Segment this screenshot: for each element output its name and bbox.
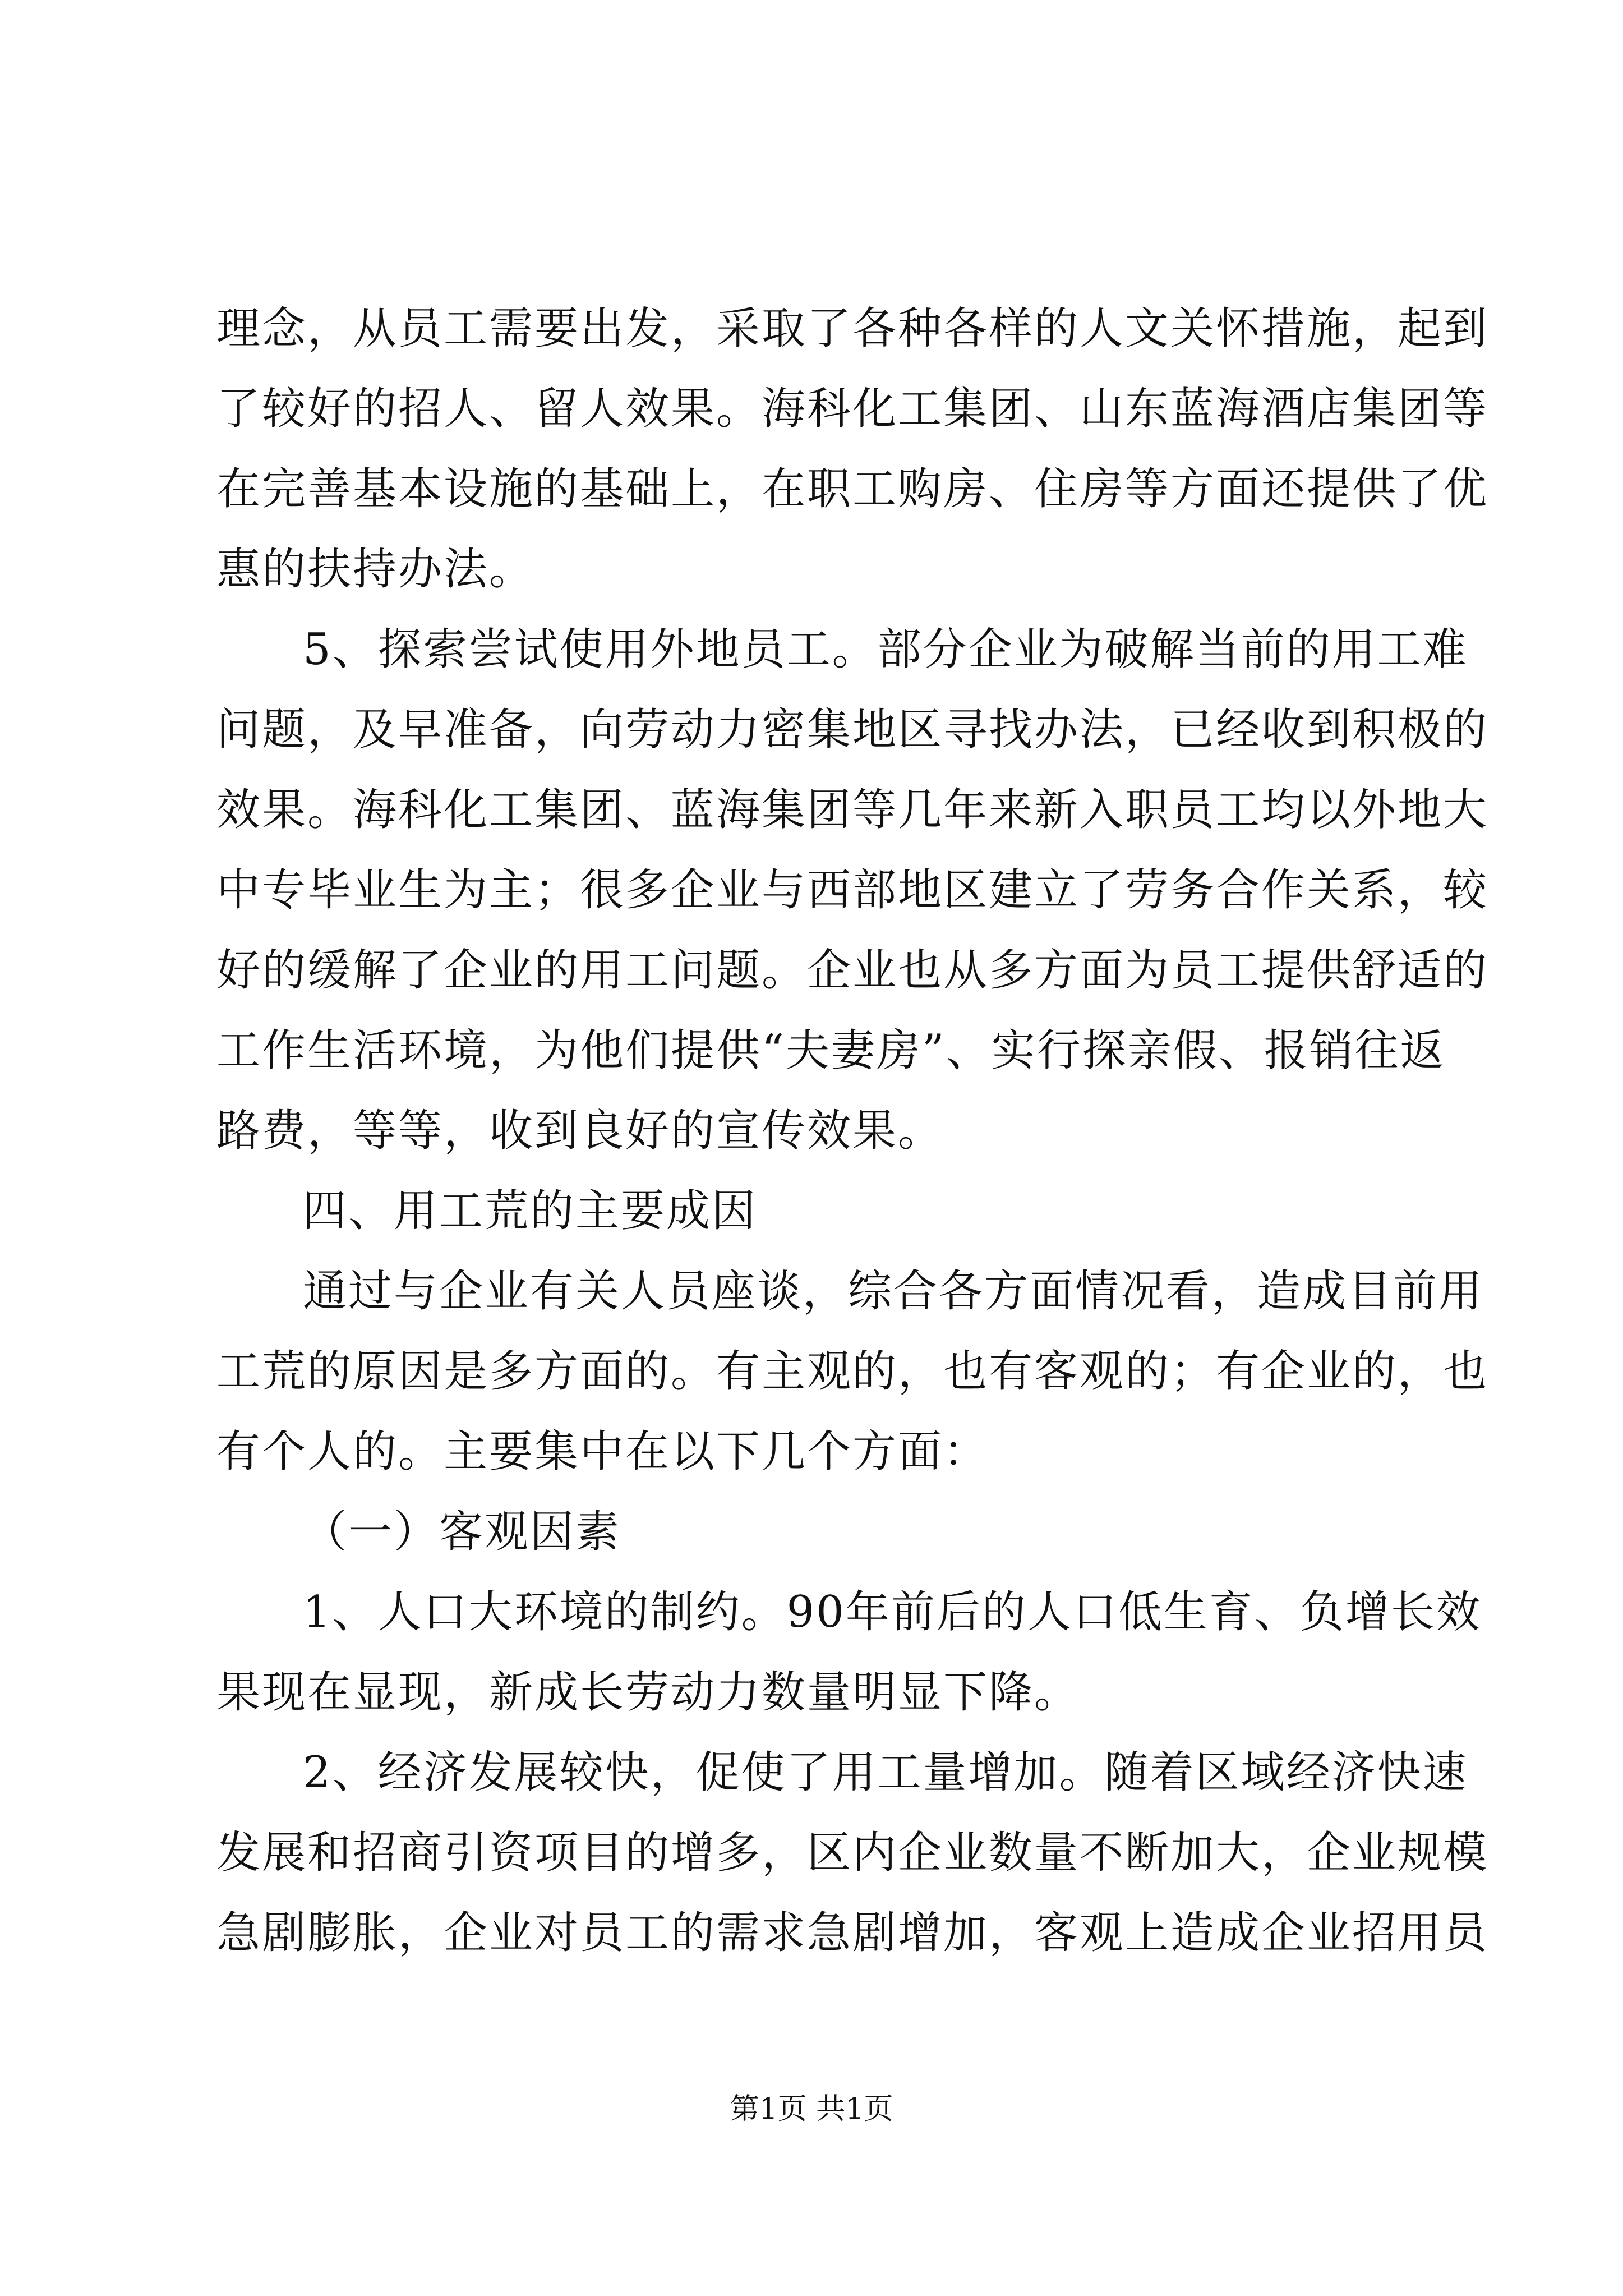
text-line: 2、经济发展较快，促使了用工量增加。随着区域经济快速: [303, 1747, 1468, 1798]
text-line: 通过与企业有关人员座谈，综合各方面情况看，造成目前用: [303, 1266, 1484, 1317]
text-line: 果现在显现，新成长劳动力数量明显下降。: [216, 1667, 1080, 1718]
text-line: 理念，从员工需要出发，采取了各种各样的人文关怀措施，起到: [216, 303, 1489, 354]
text-line: 5、探索尝试使用外地员工。部分企业为破解当前的用工难: [303, 624, 1468, 675]
text-line: 了较好的招人、留人效果。海科化工集团、山东蓝海酒店集团等: [216, 384, 1489, 434]
text-line: 在完善基本设施的基础上，在职工购房、住房等方面还提供了优: [216, 464, 1489, 514]
text-line: 急剧膨胀，企业对员工的需求急剧增加，客观上造成企业招用员: [216, 1908, 1489, 1958]
text-line: 工荒的原因是多方面的。有主观的，也有客观的；有企业的，也: [216, 1346, 1489, 1397]
text-line: 惠的扶持办法。: [216, 544, 535, 595]
text-line: 路费，等等，收到良好的宣传效果。: [216, 1106, 944, 1156]
text-line: 1、人口大环境的制约。90年前后的人口低生育、负增长效: [303, 1587, 1482, 1637]
text-line: 效果。海科化工集团、蓝海集团等几年来新入职员工均以外地大: [216, 785, 1489, 835]
text-line: 工作生活环境，为他们提供“夫妻房”、实行探亲假、报销往返: [216, 1025, 1446, 1076]
text-line: 好的缓解了企业的用工问题。企业也从多方面为员工提供舒适的: [216, 945, 1489, 996]
section-heading: 四、用工荒的主要成因: [303, 1186, 758, 1236]
text-line: 中专毕业生为主；很多企业与西部地区建立了劳务合作关系，较: [216, 865, 1489, 915]
text-line: 发展和招商引资项目的增多，区内企业数量不断加大，企业规模: [216, 1828, 1489, 1878]
text-line: 问题，及早准备，向劳动力密集地区寻找办法，已经收到积极的: [216, 705, 1489, 755]
subsection-heading: （一）客观因素: [303, 1507, 621, 1557]
page-footer: 第1页 共1页: [730, 2092, 893, 2126]
text-line: 有个人的。主要集中在以下几个方面：: [216, 1427, 989, 1477]
